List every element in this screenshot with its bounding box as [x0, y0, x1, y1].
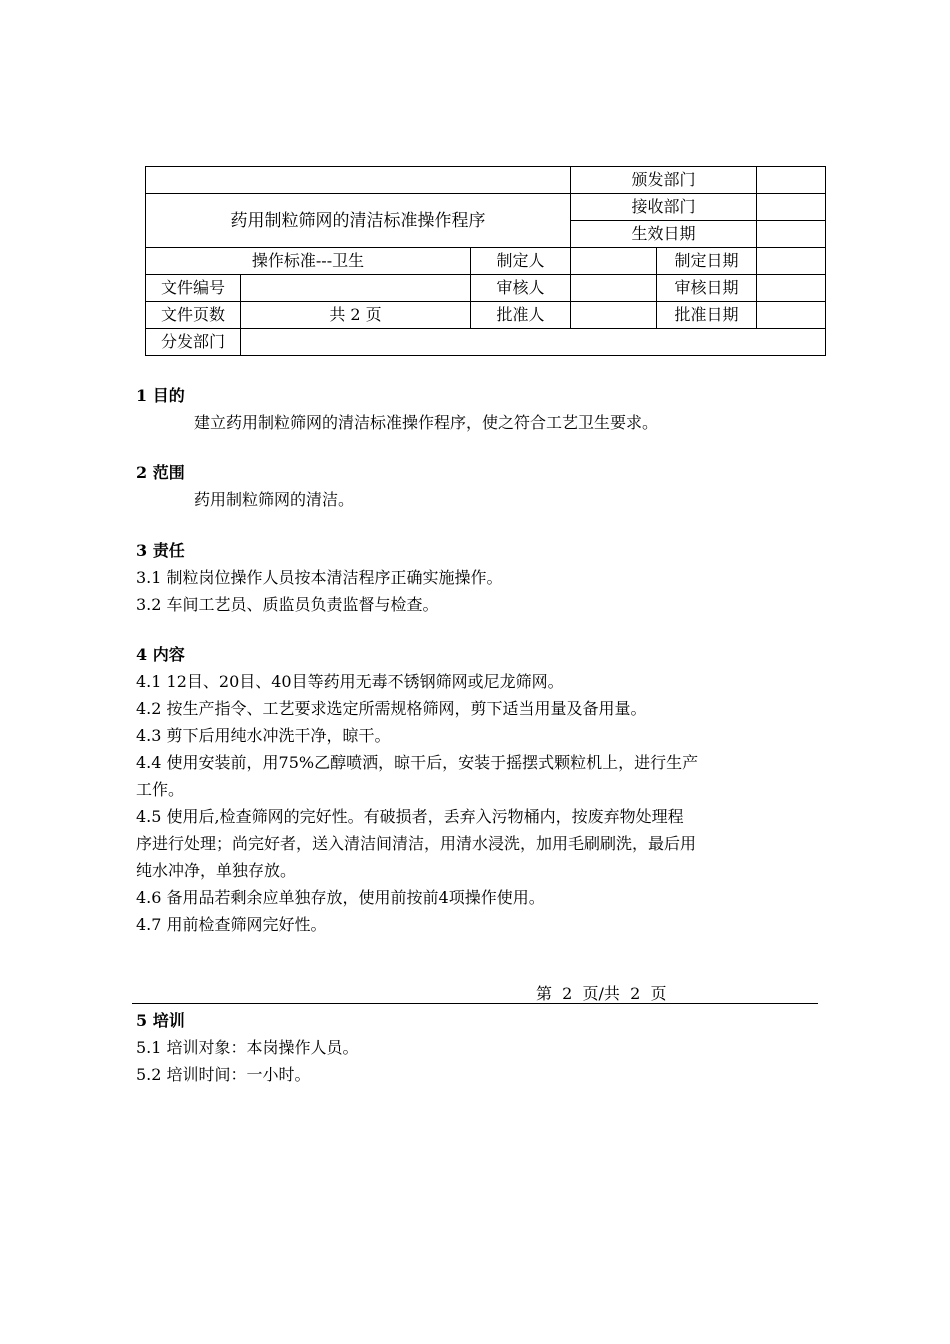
document-category: 操作标准---卫生 — [146, 248, 471, 275]
section-scope — [136, 459, 826, 513]
receive-dept-value — [757, 194, 826, 221]
approver-label: 批准人 — [471, 302, 571, 329]
author-value — [571, 248, 657, 275]
author-label: 制定人 — [471, 248, 571, 275]
review-date-label: 审核日期 — [657, 275, 757, 302]
dist-dept-value — [241, 329, 826, 356]
document-title: 药用制粒筛网的清洁标准操作程序 — [146, 194, 571, 248]
list-item: 4.1 12目、20目、40目等药用无毒不锈钢筛网或尼龙筛网。 — [136, 672, 564, 691]
list-item: 4.6 备用品若剩余应单独存放，使用前按前4项操作使用。 — [136, 888, 545, 907]
section-heading: 4 内容 — [136, 645, 185, 664]
section-heading: 1 目的 — [136, 386, 185, 405]
section-heading: 3 责任 — [136, 541, 185, 560]
list-item-continuation: 序进行处理；尚完好者，送入清洁间清洁，用清水浸洗，加用毛刷刷洗，最后用 — [136, 834, 697, 853]
author-date-value — [757, 248, 826, 275]
doc-no-value — [241, 275, 471, 302]
section-heading: 2 范围 — [136, 463, 185, 482]
reviewer-label: 审核人 — [471, 275, 571, 302]
list-item: 4.7 用前检查筛网完好性。 — [136, 915, 327, 934]
list-item: 4.2 按生产指令、工艺要求选定所需规格筛网，剪下适当用量及备用量。 — [136, 699, 647, 718]
author-date-label: 制定日期 — [657, 248, 757, 275]
list-item-continuation: 工作。 — [136, 780, 185, 799]
section-responsibility — [136, 537, 826, 618]
review-date-value — [757, 275, 826, 302]
pages-label: 文件页数 — [146, 302, 241, 329]
effective-date-label: 生效日期 — [571, 221, 757, 248]
section-heading: 5 培训 — [136, 1011, 185, 1030]
dist-dept-label: 分发部门 — [146, 329, 241, 356]
list-item: 4.5 使用后,检查筛网的完好性。有破损者，丢弃入污物桶内，按废弃物处理程 — [136, 807, 684, 826]
header-table — [145, 166, 826, 356]
section-purpose — [136, 382, 826, 436]
list-item: 3.2 车间工艺员、质监员负责监督与检查。 — [136, 595, 439, 614]
receive-dept-label: 接收部门 — [571, 194, 757, 221]
pages-value: 共 2 页 — [241, 302, 471, 329]
reviewer-value — [571, 275, 657, 302]
issue-dept-label: 颁发部门 — [571, 167, 757, 194]
list-item: 5.1 培训对象：本岗操作人员。 — [136, 1038, 359, 1057]
list-item: 5.2 培训时间：一小时。 — [136, 1065, 311, 1084]
section-content — [136, 641, 826, 938]
section-text: 建立药用制粒筛网的清洁标准操作程序，使之符合工艺卫生要求。 — [194, 413, 659, 432]
approve-date-label: 批准日期 — [657, 302, 757, 329]
list-item: 4.4 使用安装前，用75%乙醇喷洒，晾干后，安装于摇摆式颗粒机上，进行生产 — [136, 753, 699, 772]
list-item: 3.1 制粒岗位操作人员按本清洁程序正确实施操作。 — [136, 568, 503, 587]
section-training — [136, 1007, 826, 1088]
list-item-continuation: 纯水冲净，单独存放。 — [136, 861, 297, 880]
approver-value — [571, 302, 657, 329]
doc-no-label: 文件编号 — [146, 275, 241, 302]
approve-date-value — [757, 302, 826, 329]
issue-dept-value — [757, 167, 826, 194]
page-number: 第 2 页/共 2 页 — [536, 984, 667, 1003]
footer-divider — [132, 1003, 818, 1004]
section-text: 药用制粒筛网的清洁。 — [194, 490, 355, 509]
header-blank — [146, 167, 571, 194]
list-item: 4.3 剪下后用纯水冲洗干净，晾干。 — [136, 726, 391, 745]
effective-date-value — [757, 221, 826, 248]
